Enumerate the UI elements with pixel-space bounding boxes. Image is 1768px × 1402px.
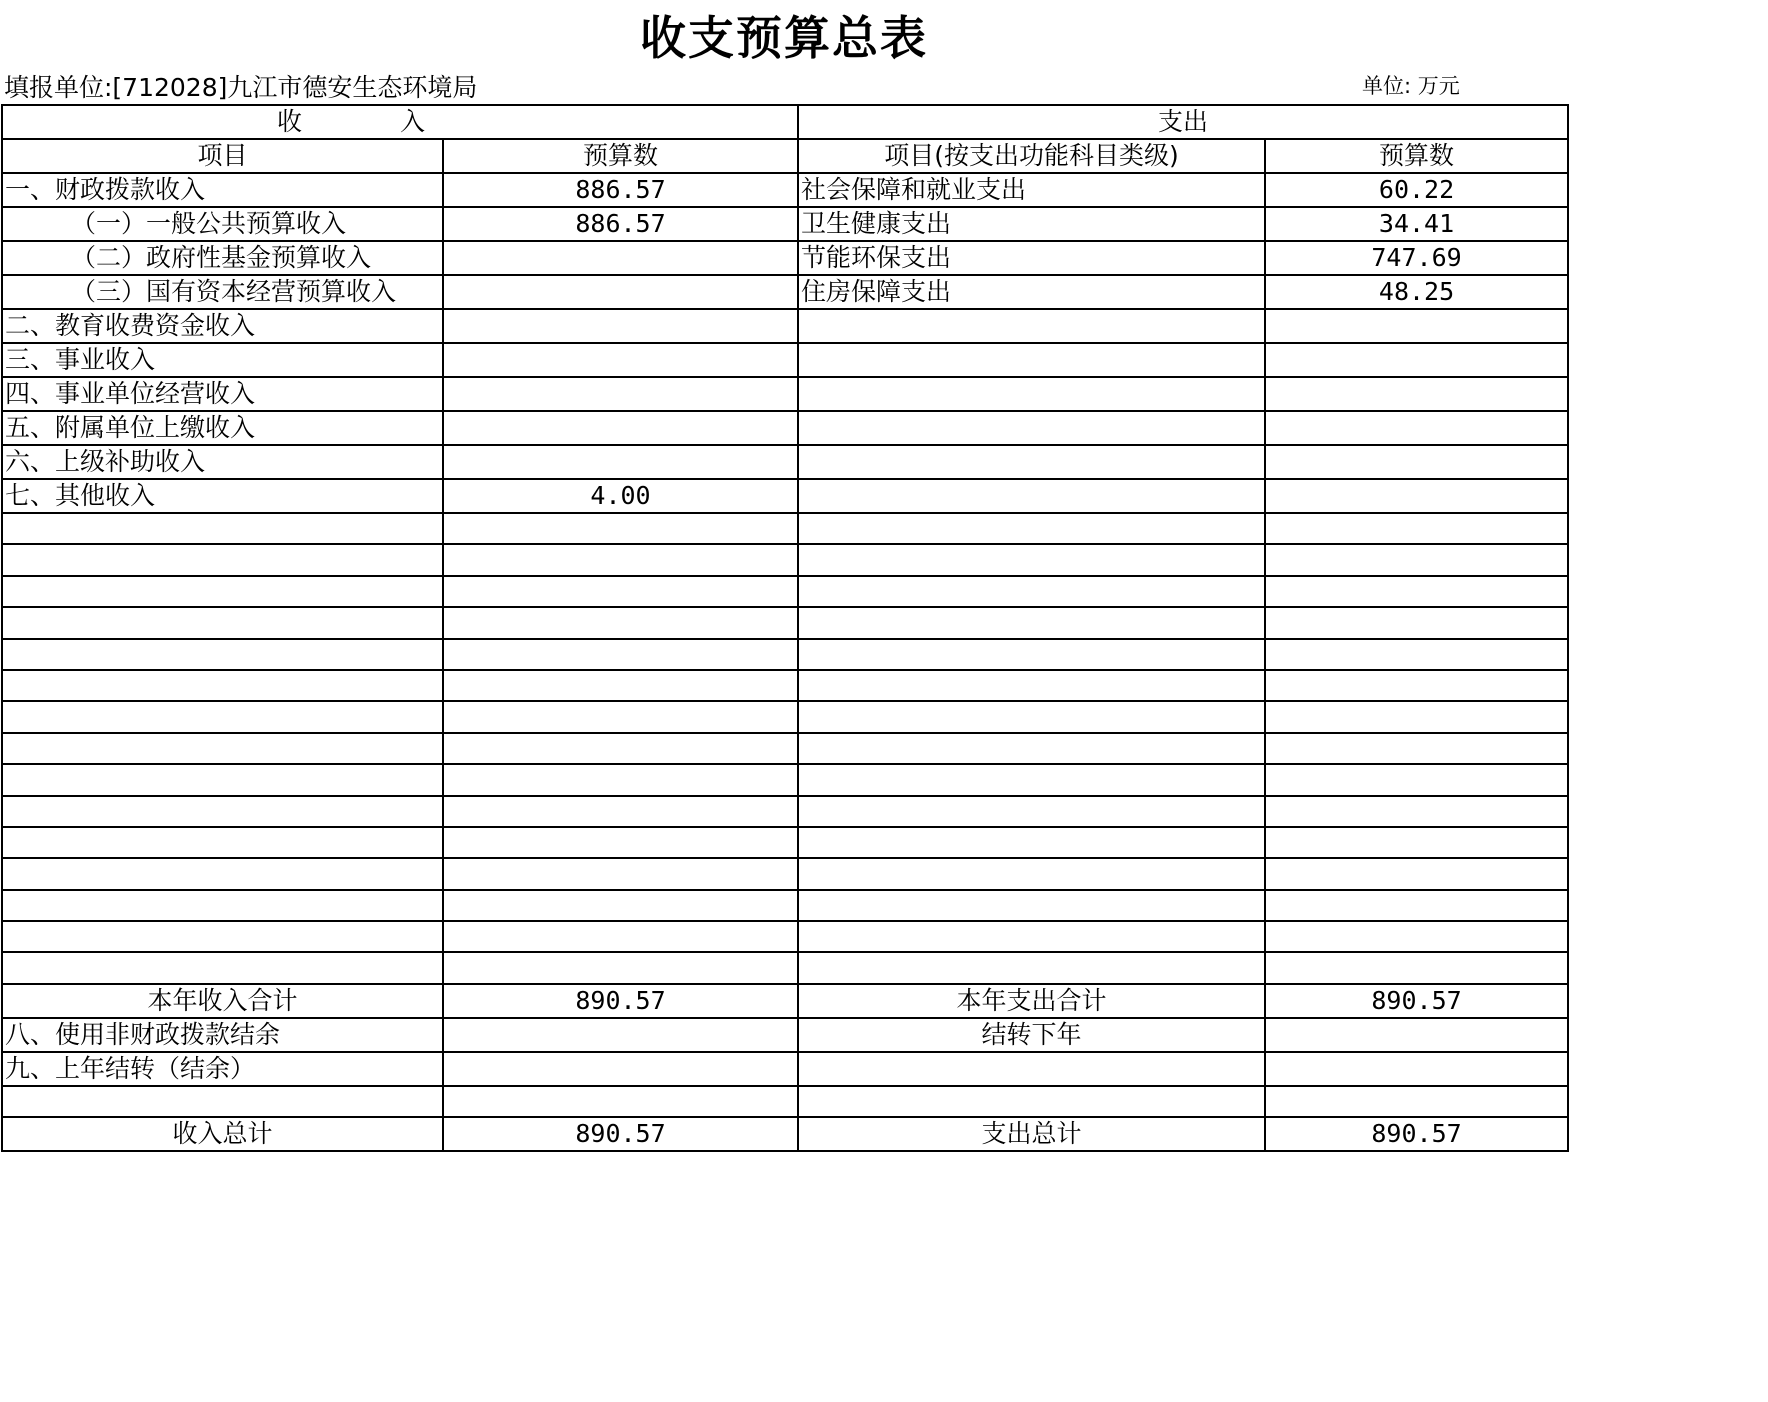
table-row <box>2 639 1568 670</box>
table-row <box>2 701 1568 732</box>
expense-item-cell <box>798 921 1265 952</box>
empty-cell <box>2 1086 443 1117</box>
income-item-cell <box>2 639 443 670</box>
carry-next-year-label: 结转下年 <box>798 1018 1265 1052</box>
expense-item-cell <box>798 890 1265 921</box>
year-income-total-value: 890.57 <box>443 984 798 1018</box>
income-item-cell: 五、附属单位上缴收入 <box>2 411 443 445</box>
expense-value-cell <box>1265 576 1568 607</box>
income-item-cell <box>2 890 443 921</box>
grand-total-row <box>2 1117 1568 1151</box>
expense-grand-total-value: 890.57 <box>1265 1117 1568 1151</box>
empty-cell <box>1265 1052 1568 1086</box>
income-value-cell <box>443 343 798 377</box>
expense-item-cell <box>798 544 1265 575</box>
expense-item-cell <box>798 827 1265 858</box>
expense-item-cell <box>798 343 1265 377</box>
income-item-cell <box>2 764 443 795</box>
expense-item-header: 项目(按支出功能科目类级) <box>798 139 1265 173</box>
expense-value-cell <box>1265 309 1568 343</box>
table-row <box>2 796 1568 827</box>
table-row <box>2 827 1568 858</box>
expense-item-cell <box>798 764 1265 795</box>
income-value-cell <box>443 858 798 889</box>
income-item-cell <box>2 952 443 983</box>
income-item-cell: 四、事业单位经营收入 <box>2 377 443 411</box>
income-item-cell: 一、财政拨款收入 <box>2 173 443 207</box>
expense-value-cell <box>1265 607 1568 638</box>
spacer-row <box>2 1086 1568 1117</box>
income-value-cell <box>443 411 798 445</box>
expense-item-cell: 住房保障支出 <box>798 275 1265 309</box>
income-item-cell <box>2 733 443 764</box>
table-row <box>2 576 1568 607</box>
income-value-cell <box>443 607 798 638</box>
table-row <box>2 343 1568 377</box>
expense-value-cell <box>1265 890 1568 921</box>
table-row <box>2 921 1568 952</box>
year-expense-total-value: 890.57 <box>1265 984 1568 1018</box>
income-item-cell: （二）政府性基金预算收入 <box>2 241 443 275</box>
table-row <box>2 607 1568 638</box>
income-item-cell: 六、上级补助收入 <box>2 445 443 479</box>
column-header-row <box>2 139 1568 173</box>
table-row <box>2 309 1568 343</box>
expense-value-cell <box>1265 701 1568 732</box>
empty-cell <box>1265 1086 1568 1117</box>
expense-section-header: 支出 <box>798 105 1568 139</box>
income-item-cell <box>2 858 443 889</box>
income-value-cell <box>443 921 798 952</box>
table-row <box>2 479 1568 513</box>
income-value-cell: 886.57 <box>443 207 798 241</box>
expense-value-cell <box>1265 827 1568 858</box>
non-fiscal-balance-value <box>443 1018 798 1052</box>
income-value-cell <box>443 445 798 479</box>
income-value-cell: 886.57 <box>443 173 798 207</box>
expense-item-cell <box>798 639 1265 670</box>
expense-item-cell <box>798 479 1265 513</box>
expense-item-cell <box>798 309 1265 343</box>
income-value-cell: 4.00 <box>443 479 798 513</box>
income-budget-header: 预算数 <box>443 139 798 173</box>
income-value-cell <box>443 639 798 670</box>
income-item-cell: 二、教育收费资金收入 <box>2 309 443 343</box>
table-row <box>2 544 1568 575</box>
table-row <box>2 670 1568 701</box>
table-row <box>2 173 1568 207</box>
expense-value-cell <box>1265 952 1568 983</box>
income-value-cell <box>443 377 798 411</box>
table-row <box>2 952 1568 983</box>
table-row <box>2 207 1568 241</box>
income-value-cell <box>443 796 798 827</box>
income-item-cell <box>2 544 443 575</box>
table-row <box>2 733 1568 764</box>
income-value-cell <box>443 241 798 275</box>
expense-value-cell <box>1265 445 1568 479</box>
expense-value-cell <box>1265 764 1568 795</box>
income-item-cell <box>2 796 443 827</box>
expense-item-cell: 社会保障和就业支出 <box>798 173 1265 207</box>
expense-value-cell <box>1265 377 1568 411</box>
fill-unit-label: 填报单位:[712028]九江市德安生态环境局 <box>4 73 478 102</box>
page-title: 收支预算总表 <box>640 11 928 65</box>
expense-budget-header: 预算数 <box>1265 139 1568 173</box>
expense-item-cell <box>798 445 1265 479</box>
income-item-cell <box>2 670 443 701</box>
income-item-cell <box>2 576 443 607</box>
expense-value-cell <box>1265 796 1568 827</box>
expense-value-cell <box>1265 343 1568 377</box>
expense-item-cell <box>798 733 1265 764</box>
expense-item-cell <box>798 701 1265 732</box>
income-grand-total-value: 890.57 <box>443 1117 798 1151</box>
income-grand-total-label: 收入总计 <box>2 1117 443 1151</box>
income-value-cell <box>443 544 798 575</box>
table-row <box>2 275 1568 309</box>
income-value-cell <box>443 764 798 795</box>
income-value-cell <box>443 309 798 343</box>
expense-value-cell <box>1265 411 1568 445</box>
income-value-cell <box>443 827 798 858</box>
income-value-cell <box>443 952 798 983</box>
income-section-header: 收入 <box>2 105 798 139</box>
table-row <box>2 445 1568 479</box>
income-item-cell <box>2 827 443 858</box>
year-total-row <box>2 984 1568 1018</box>
table-row <box>2 890 1568 921</box>
empty-cell <box>798 1086 1265 1117</box>
income-value-cell <box>443 670 798 701</box>
currency-unit-label: 单位: 万元 <box>1362 74 1460 98</box>
income-value-cell <box>443 701 798 732</box>
prev-year-carry-value <box>443 1052 798 1086</box>
expense-item-cell <box>798 576 1265 607</box>
section-header-row <box>2 105 1568 139</box>
income-value-cell <box>443 733 798 764</box>
non-fiscal-balance-label: 八、使用非财政拨款结余 <box>2 1018 443 1052</box>
income-item-header: 项目 <box>2 139 443 173</box>
expense-item-cell <box>798 377 1265 411</box>
income-item-cell <box>2 513 443 544</box>
expense-value-cell <box>1265 513 1568 544</box>
prev-year-carry-label: 九、上年结转（结余） <box>2 1052 443 1086</box>
empty-cell <box>798 1052 1265 1086</box>
table-row <box>2 241 1568 275</box>
income-item-cell: 三、事业收入 <box>2 343 443 377</box>
expense-item-cell <box>798 513 1265 544</box>
expense-value-cell <box>1265 479 1568 513</box>
income-item-cell <box>2 921 443 952</box>
non-fiscal-balance-row <box>2 1018 1568 1052</box>
expense-item-cell: 卫生健康支出 <box>798 207 1265 241</box>
expense-value-cell: 60.22 <box>1265 173 1568 207</box>
prev-year-carry-row <box>2 1052 1568 1086</box>
income-item-cell: 七、其他收入 <box>2 479 443 513</box>
expense-value-cell: 747.69 <box>1265 241 1568 275</box>
income-item-cell <box>2 701 443 732</box>
table-row <box>2 513 1568 544</box>
income-item-cell: （三）国有资本经营预算收入 <box>2 275 443 309</box>
expense-item-cell <box>798 411 1265 445</box>
income-value-cell <box>443 513 798 544</box>
table-row <box>2 764 1568 795</box>
carry-next-year-value <box>1265 1018 1568 1052</box>
table-row <box>2 411 1568 445</box>
expense-value-cell <box>1265 544 1568 575</box>
expense-value-cell: 34.41 <box>1265 207 1568 241</box>
expense-item-cell <box>798 858 1265 889</box>
expense-item-cell <box>798 670 1265 701</box>
budget-table <box>1 104 1569 1152</box>
expense-item-cell <box>798 796 1265 827</box>
table-row <box>2 377 1568 411</box>
year-income-total-label: 本年收入合计 <box>2 984 443 1018</box>
expense-value-cell <box>1265 921 1568 952</box>
income-item-cell: （一）一般公共预算收入 <box>2 207 443 241</box>
expense-item-cell <box>798 607 1265 638</box>
year-expense-total-label: 本年支出合计 <box>798 984 1265 1018</box>
empty-cell <box>443 1086 798 1117</box>
expense-value-cell: 48.25 <box>1265 275 1568 309</box>
income-value-cell <box>443 890 798 921</box>
expense-item-cell: 节能环保支出 <box>798 241 1265 275</box>
table-row <box>2 858 1568 889</box>
expense-value-cell <box>1265 639 1568 670</box>
expense-value-cell <box>1265 733 1568 764</box>
expense-value-cell <box>1265 670 1568 701</box>
income-item-cell <box>2 607 443 638</box>
expense-value-cell <box>1265 858 1568 889</box>
income-value-cell <box>443 275 798 309</box>
expense-grand-total-label: 支出总计 <box>798 1117 1265 1151</box>
income-value-cell <box>443 576 798 607</box>
expense-item-cell <box>798 952 1265 983</box>
